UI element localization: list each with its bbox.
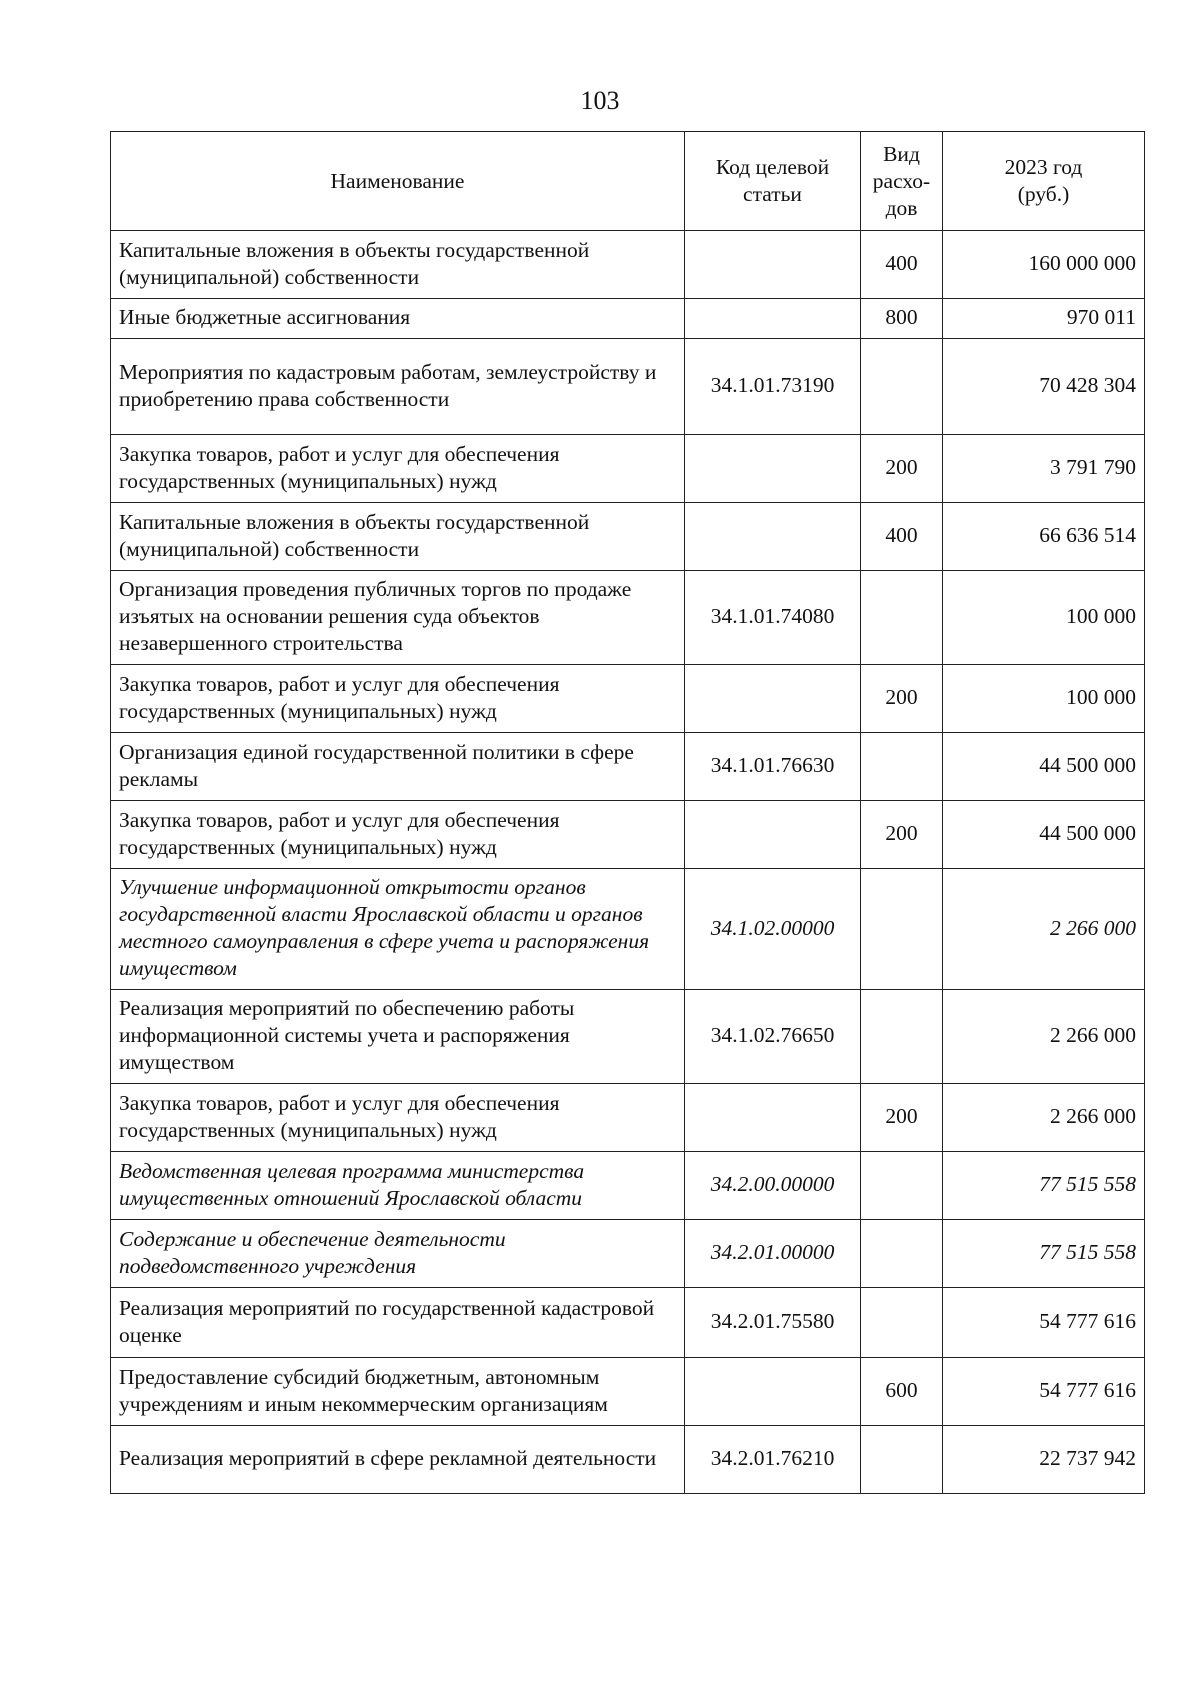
cell-name: Улучшение информационной открытости органов государственной власти Ярославской области и органов местного самоуправления в сфере учета и распоряжения имуществом (111, 869, 685, 990)
cell-type: 200 (861, 435, 943, 503)
table-row (111, 801, 1145, 869)
table-row (111, 571, 1145, 665)
table-row (111, 1358, 1145, 1426)
table-header (111, 132, 1145, 231)
cell-sum: 54 777 616 (943, 1358, 1145, 1426)
header-code-text: Код целевой статьи (715, 155, 830, 206)
cell-name: Организация проведения публичных торгов по продаже изъятых на основании решения суда объектов незавершенного строительства (111, 571, 685, 665)
header-type-text: Вид расхо- дов (872, 141, 931, 220)
budget-table (110, 131, 1145, 1494)
header-code (685, 132, 861, 231)
table-row (111, 435, 1145, 503)
cell-sum: 70 428 304 (943, 339, 1145, 435)
cell-type (861, 990, 943, 1084)
cell-type: 200 (861, 1084, 943, 1152)
cell-type: 200 (861, 801, 943, 869)
cell-code: 34.2.01.00000 (685, 1220, 861, 1288)
table-row (111, 733, 1145, 801)
cell-type: 400 (861, 503, 943, 571)
cell-code (685, 801, 861, 869)
cell-code (685, 299, 861, 339)
header-row (111, 132, 1145, 231)
cell-sum: 77 515 558 (943, 1220, 1145, 1288)
cell-code: 34.1.01.76630 (685, 733, 861, 801)
cell-name: Капитальные вложения в объекты государственной (муниципальной) собственности (111, 231, 685, 299)
cell-code (685, 503, 861, 571)
cell-type (861, 733, 943, 801)
cell-sum: 970 011 (943, 299, 1145, 339)
cell-type (861, 1220, 943, 1288)
cell-sum: 2 266 000 (943, 990, 1145, 1084)
table-row (111, 1288, 1145, 1358)
cell-code: 34.1.02.76650 (685, 990, 861, 1084)
cell-sum: 66 636 514 (943, 503, 1145, 571)
cell-name: Предоставление субсидий бюджетным, автономным учреждениям и иным некоммерческим организациям (111, 1358, 685, 1426)
cell-name: Закупка товаров, работ и услуг для обеспечения государственных (муниципальных) нужд (111, 435, 685, 503)
cell-code: 34.2.00.00000 (685, 1152, 861, 1220)
cell-sum: 3 791 790 (943, 435, 1145, 503)
table-row (111, 503, 1145, 571)
cell-name: Капитальные вложения в объекты государственной (муниципальной) собственности (111, 503, 685, 571)
cell-type (861, 571, 943, 665)
header-sum (943, 132, 1145, 231)
table-row (111, 1220, 1145, 1288)
table-body (111, 231, 1145, 1494)
cell-name: Закупка товаров, работ и услуг для обеспечения государственных (муниципальных) нужд (111, 1084, 685, 1152)
cell-sum: 54 777 616 (943, 1288, 1145, 1358)
cell-code: 34.1.01.74080 (685, 571, 861, 665)
cell-name: Ведомственная целевая программа министерства имущественных отношений Ярославской области (111, 1152, 685, 1220)
cell-sum: 2 266 000 (943, 1084, 1145, 1152)
table-row (111, 1152, 1145, 1220)
cell-sum: 44 500 000 (943, 733, 1145, 801)
cell-code (685, 665, 861, 733)
cell-code (685, 1358, 861, 1426)
cell-sum: 44 500 000 (943, 801, 1145, 869)
header-sum-text: 2023 год (руб.) (1004, 155, 1083, 206)
cell-type (861, 1426, 943, 1494)
cell-sum: 77 515 558 (943, 1152, 1145, 1220)
cell-code: 34.1.01.73190 (685, 339, 861, 435)
cell-name: Закупка товаров, работ и услуг для обеспечения государственных (муниципальных) нужд (111, 801, 685, 869)
header-name (111, 132, 685, 231)
cell-name: Реализация мероприятий в сфере рекламной деятельности (111, 1426, 685, 1494)
cell-type: 400 (861, 231, 943, 299)
cell-name: Организация единой государственной политики в сфере рекламы (111, 733, 685, 801)
table-row (111, 1084, 1145, 1152)
header-name-text: Наименование (330, 168, 465, 193)
table-row (111, 231, 1145, 299)
cell-sum: 100 000 (943, 665, 1145, 733)
table-row (111, 1426, 1145, 1494)
cell-type: 200 (861, 665, 943, 733)
cell-name: Реализация мероприятий по обеспечению работы информационной системы учета и распоряжения имуществом (111, 990, 685, 1084)
cell-type (861, 1152, 943, 1220)
cell-name: Закупка товаров, работ и услуг для обеспечения государственных (муниципальных) нужд (111, 665, 685, 733)
cell-code: 34.2.01.75580 (685, 1288, 861, 1358)
cell-type (861, 339, 943, 435)
table-row (111, 869, 1145, 990)
table-row (111, 665, 1145, 733)
cell-name: Иные бюджетные ассигнования (111, 299, 685, 339)
page-number: 103 (580, 86, 620, 115)
cell-code: 34.1.02.00000 (685, 869, 861, 990)
cell-type (861, 1288, 943, 1358)
header-type (861, 132, 943, 231)
cell-name: Содержание и обеспечение деятельности подведомственного учреждения (111, 1220, 685, 1288)
cell-code (685, 435, 861, 503)
cell-sum: 160 000 000 (943, 231, 1145, 299)
cell-code (685, 231, 861, 299)
cell-name: Реализация мероприятий по государственной кадастровой оценке (111, 1288, 685, 1358)
cell-type (861, 869, 943, 990)
cell-sum: 22 737 942 (943, 1426, 1145, 1494)
cell-type: 800 (861, 299, 943, 339)
cell-type: 600 (861, 1358, 943, 1426)
table-row (111, 339, 1145, 435)
cell-code (685, 1084, 861, 1152)
cell-sum: 2 266 000 (943, 869, 1145, 990)
cell-name: Мероприятия по кадастровым работам, землеустройству и приобретению права собственности (111, 339, 685, 435)
cell-code: 34.2.01.76210 (685, 1426, 861, 1494)
cell-sum: 100 000 (943, 571, 1145, 665)
table-row (111, 299, 1145, 339)
table-row (111, 990, 1145, 1084)
